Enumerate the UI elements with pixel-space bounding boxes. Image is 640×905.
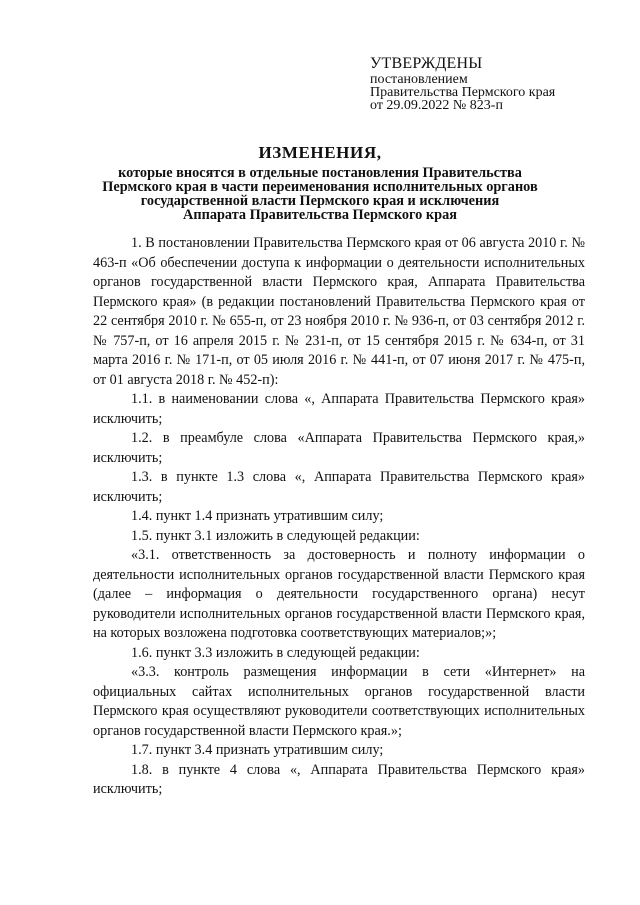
subtitle-line: которые вносятся в отдельные постановления Правительства [118, 165, 522, 181]
paragraph: 1.3. в пункте 1.3 слова «, Аппарата Правительства Пермского края» исключить; [93, 469, 585, 505]
paragraph: «3.1. ответственность за достоверность и полноту информации о деятельности исполнительных органов государственной власти Пермского края (далее – информация о деятельности государственного органа) несут руководители исполнительных органов государственной власти Пермского края, на которых возложена подготовка соответствующих материалов;»; [93, 547, 585, 641]
paragraph: 1.2. в преамбуле слова «Аппарата Правительства Пермского края,» исключить; [93, 430, 585, 466]
subtitle-line: Пермского края в части переименования исполнительных органов [102, 179, 538, 195]
approval-heading: УТВЕРЖДЕНЫ [370, 55, 483, 72]
paragraph: 1.5. пункт 3.1 изложить в следующей редакции: [131, 527, 420, 544]
approval-line: Правительства Пермского края [370, 85, 556, 100]
approval-line: от 29.09.2022 № 823-п [370, 98, 503, 113]
paragraph: «3.3. контроль размещения информации в сети «Интернет» на официальных сайтах исполнительных органов государственной власти Пермского края осуществляют руководители соответствующих исполнительных органов государственной власти Пермского края.»; [93, 664, 585, 739]
document-title: ИЗМЕНЕНИЯ, [258, 143, 382, 162]
paragraph: 1.6. пункт 3.3 изложить в следующей редакции: [131, 644, 420, 661]
document-body [93, 234, 585, 800]
approval-line: постановлением [370, 72, 468, 87]
paragraph: 1.8. в пункте 4 слова «, Аппарата Правительства Пермского края» исключить; [93, 761, 585, 797]
subtitle-line: Аппарата Правительства Пермского края [183, 207, 457, 223]
paragraph: 1.4. пункт 1.4 признать утратившим силу; [131, 508, 384, 524]
paragraph: 1. В постановлении Правительства Пермского края от 06 августа 2010 г. № 463-п «Об обеспечении доступа к информации о деятельности исполнительных органов государственной власти Пермского края, Аппарата Правительства Пермского края» (в редакции постановлений Правительства Пермского края от 22 сентября 2010 г. № 655-п, от 23 ноября 2010 г. № 936-п, от 03 сентября 2012 г. № 757-п, от 16 апреля 2015 г. № 231-п, от 15 сентября 2015 г. № 634-п, от 31 марта 2016 г. № 171-п, от 05 июля 2016 г. № 441-п, от 07 июня 2017 г. № 475-п, от 01 августа 2018 г. № 452-п): [93, 235, 585, 388]
subtitle-line: государственной власти Пермского края и исключения [140, 193, 500, 209]
approval-stamp [370, 55, 620, 112]
paragraph: 1.1. в наименовании слова «, Аппарата Правительства Пермского края» исключить; [93, 391, 585, 427]
document-subtitle [100, 166, 540, 222]
paragraph: 1.7. пункт 3.4 признать утратившим силу; [131, 742, 384, 758]
